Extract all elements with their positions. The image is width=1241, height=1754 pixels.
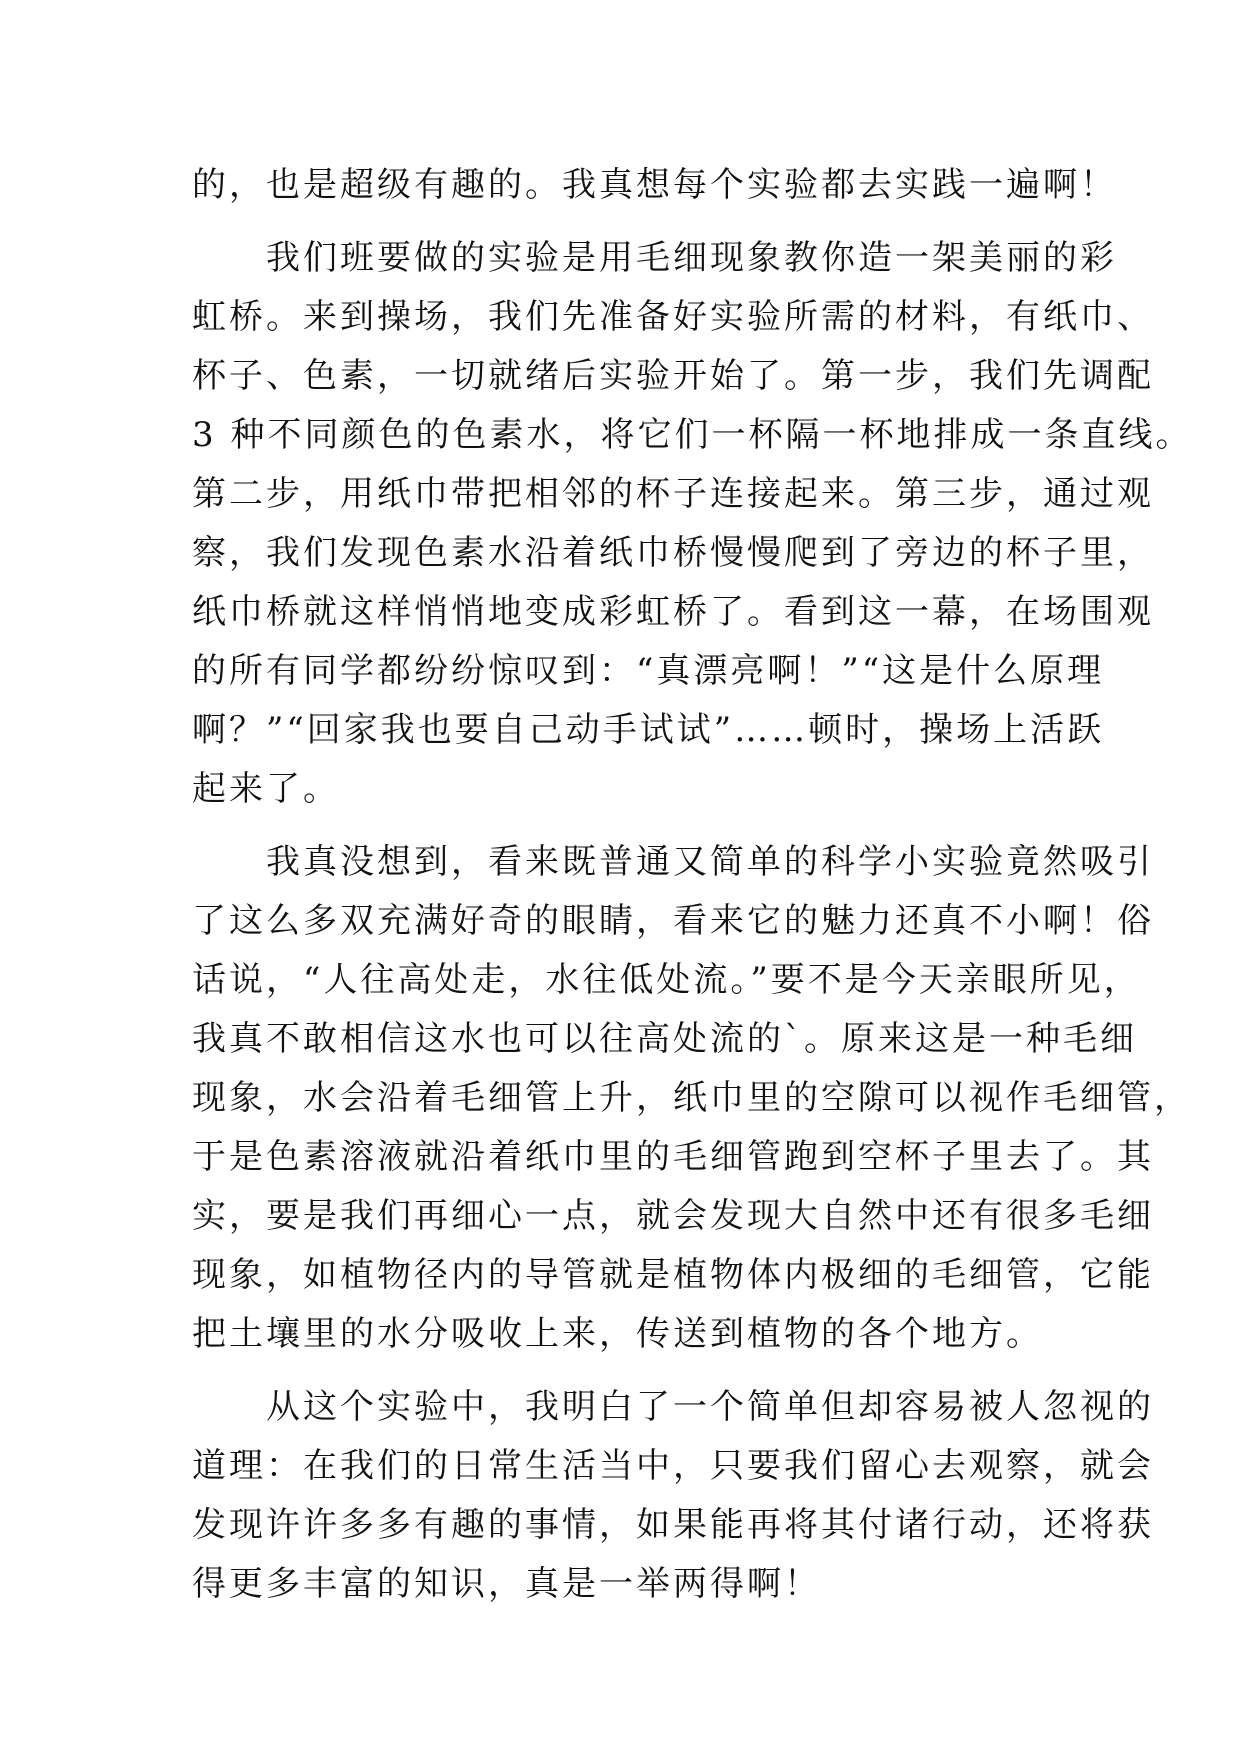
text-line: 我们班要做的实验是用毛细现象教你造一架美丽的彩: [192, 238, 1117, 278]
text-line: 的，也是超级有趣的。我真想每个实验都去实践一遍啊！: [192, 165, 1117, 205]
text-line: 发现许许多多有趣的事情，如果能再将其付诸行动，还将获: [192, 1505, 1154, 1545]
text-line: 现象，如植物径内的导管就是植物体内极细的毛细管，它能: [192, 1255, 1154, 1295]
text-line: 第二步，用纸巾带把相邻的杯子连接起来。第三步，通过观: [192, 474, 1154, 514]
text-line: 我真不敢相信这水也可以往高处流的`。原来这是一种毛细: [192, 1019, 1137, 1059]
text-line: 我真没想到，看来既普通又简单的科学小实验竟然吸引: [192, 842, 1154, 882]
text-line: 的所有同学都纷纷惊叹到：“真漂亮啊！”“这是什么原理: [192, 651, 1105, 691]
text-line: 起来了。: [192, 769, 340, 809]
text-line: 道理：在我们的日常生活当中，只要我们留心去观察，就会: [192, 1446, 1154, 1486]
text-line: 察，我们发现色素水沿着纸巾桥慢慢爬到了旁边的杯子里，: [192, 533, 1154, 573]
text-line: 虹桥。来到操场，我们先准备好实验所需的材料，有纸巾、: [192, 297, 1154, 337]
text-line: 了这么多双充满好奇的眼睛，看来它的魅力还真不小啊！俗: [192, 901, 1154, 941]
text-line: 得更多丰富的知识，真是一举两得啊！: [192, 1564, 821, 1604]
text-line: 纸巾桥就这样悄悄地变成彩虹桥了。看到这一幕，在场围观: [192, 592, 1154, 632]
text-line: 现象，水会沿着毛细管上升，纸巾里的空隙可以视作毛细管，: [192, 1078, 1191, 1118]
text-line: 3 种不同颜色的色素水，将它们一杯隔一杯地排成一条直线。: [192, 415, 1193, 455]
text-line: 杯子、色素，一切就绪后实验开始了。第一步，我们先调配: [192, 356, 1154, 396]
text-line: 于是色素溶液就沿着纸巾里的毛细管跑到空杯子里去了。其: [192, 1137, 1154, 1177]
document-body: [192, 156, 1193, 1614]
text-line: 啊？”“回家我也要自己动手试试”……顿时，操场上活跃: [192, 710, 1105, 750]
text-line: 实，要是我们再细心一点，就会发现大自然中还有很多毛细: [192, 1196, 1154, 1236]
text-line: 把土壤里的水分吸收上来，传送到植物的各个地方。: [192, 1314, 1043, 1354]
text-line: 从这个实验中，我明白了一个简单但却容易被人忽视的: [192, 1387, 1154, 1427]
text-line: 话说，“人往高处走，水往低处流。”要不是今天亲眼所见，: [192, 960, 1141, 1000]
